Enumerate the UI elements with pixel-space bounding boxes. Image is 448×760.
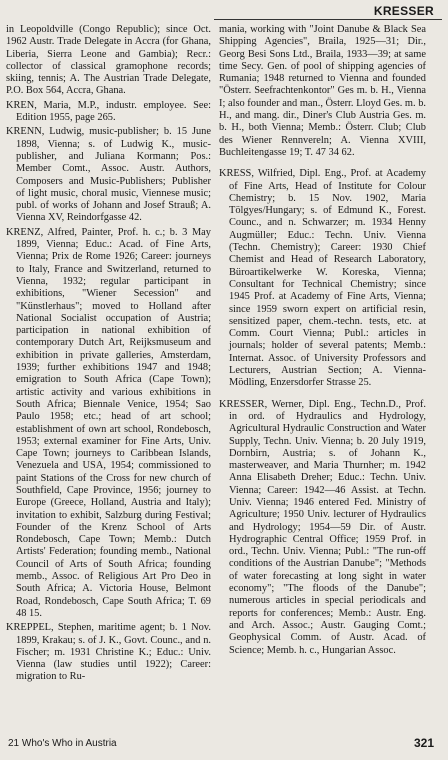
- entry-krenn-ludwig: KRENN, Ludwig, music-publisher; b. 15 June 1898, Vienna; s. of Ludwig K., music-publisher, and Juliana Kormann; Pos.: Member Comt., Assoc. Austr. Authors, Composers and Music-Publishers; Publisher of light music, choral music, Viennese music; publ. of works of Johann and Josef Strauß; A. Vienna XV, Reindorfgasse 42.: [6, 126, 211, 224]
- running-head-word: KRESSER: [373, 4, 434, 18]
- entry-kress-wilfried: KRESS, Wilfried, Dipl. Eng., Prof. at Academy of Fine Arts, Head of Institute for Colour Chemistry; b. 15 Nov. 1902, Maria Tölgyes/Hungary; s. of Edmund K., Forest. Counc., and n. Schwarzer; m. 1934 Henny Augmüller; Educ.: Techn. Univ. Vienna (Techn. Chemistry); Career: 1930 Chief Chemist and Head of Research Laboratory, Büroartikelwerke W. Koreska, Vienna; Consultant for Technical Chemistry; since 1945 Prof. at Academy of Fine Arts, Vienna; since 1959 sworn expert on artificial resin, sensitized paper, chem.-techn. tests, etc. at Comm. Court Vienna; Publ.: articles in journals; holder of several patents; Memb.: Internat. Assoc. of University Professors and Lecturers, Austrian Section; A. Vienna-Mödling, Enzersdorfer Strasse 25.: [219, 168, 426, 389]
- entry-continuation-trade-delegate: in Leopoldville (Congo Republic); since Oct. 1962 Austr. Trade Delegate in Accra (for Ghana, Liberia, Sierra Leone and Gambia); Recr.: collector of classical gramophone records; skiing, tennis; A. The Austrian Trade Delegate, P.O. Box 564, Accra, Ghana.: [6, 24, 211, 97]
- right-column: [219, 24, 426, 657]
- book-title: 21 Who's Who in Austria: [8, 738, 117, 749]
- entry-krenz-alfred: KRENZ, Alfred, Painter, Prof. h. c.; b. 3 May 1899, Vienna; Educ.: Acad. of Fine Arts, Vienna; Prix de Rome 1926; Career: journeys to Italy, France and Switzerland, returned to Vienna, 1932; regular participant in exhibitions, "Wiener Secession" and "Künstlerhaus"; moved to Holland after National Socialist occupation of Austria; participation in national exhibition of contemporary Dutch Art, Reijksmuseum and exhibition in private galleries, Amsterdam, 1939; further exhibitions 1947 and 1948; emigration to South Africa (Cape Town); artistic activity and various exhibitions in South Africa; Biennale Venice, 1954; Sao Paulo 1958; etc.; head of art school; establishment of own art school, Rondebosch, 1953; external examiner for Fine Arts, Univ. Cape Town; journeys to Caribbean Islands, Venezuela and USA, 1954; commissioned to paint Stations of the Cross for new church of Southfield, Cape Province, 1956; journey to Europe (Greece, Holland, Austria and Italy); invitation to exhibit, Salzburg during Festival; Founder of the Krenz School of Arts Rondebosch, Cape Town; Memb.: Dutch Artists' Federation; founding memb., National Council of Arts of South Africa; founding memb., Assoc. of Religious Art Pro Deo in South Africa; A. Victoria House, Belmont Road, Rondebosch, Cape South Africa; T. 69 48 15.: [6, 226, 211, 619]
- header-rule: [214, 19, 442, 20]
- page-number: 321: [413, 736, 434, 750]
- left-column: [6, 24, 211, 684]
- entry-kren-maria: KREN, Maria, M.P., industr. employee. See: Edition 1955, page 265.: [6, 99, 211, 124]
- page-footer: [6, 736, 434, 750]
- entry-kresser-werner: KRESSER, Werner, Dipl. Eng., Techn.D., Prof. in ord. of Hydraulics and Hydrology, Agricultural Hydraulic Construction and Water Supply, Techn. Univ. Vienna; b. 20 July 1919, Dornbirn, Austria; s. of Johann K., masterweaver, and Maria Thurnher; m. 1942 Anna Elisabeth Dreher; Educ.: Techn. Univ. Vienna; Career: 1942—46 Assist. at Techn. Univ. Vienna; 1946 entered Fed. Ministry of Agriculture; 1950 Univ. lecturer of Hydraulics and Hydrology; 1954—59 Dir. of Austr. Hydrographic Central Office; 1959 Prof. in ord., Techn. Univ. Vienna; Publ.: "The run-off conditions of the Austrian Danube"; "Methods of water forecasting at long sight in water economy"; "The floods of the Danube"; numerous articles in special periodicals and reports for conferences; Memb.: Austr. Eng. and Arch. Assoc.; Austr. Gauging Comt.; Geophysical Comm. of Austr. Acad. of Science; Memb. h. c., Hungarian Assoc.: [219, 398, 426, 656]
- entry-continuation-kreppel: mania, working with "Joint Danube & Black Sea Shipping Agencies", Braila, 1925—31; Dir., Georg Besi Sons Ltd., Braila, 1933—39; at same time Secy. Gen. of pool of shipping agencies of Rumania; 1948 returned to Vienna and founded "Österr. Seefrachtenkontor" Ges m. b. H., Vienna I; also founder and man., Österr. Lloyd Ges. m. b. H., and mang. dir., Diner's Club Austria Ges. m. b. H., both Vienna; Memb.: Österr. Club; Club des Wiener Rennvereln; A. Vienna XVIII, Buchleitengasse 19; T. 47 34 62.: [219, 24, 426, 158]
- entry-kreppel-stephen: KREPPEL, Stephen, maritime agent; b. 1 Nov. 1899, Krakau; s. of J. K., Govt. Counc., and n. Fischer; m. 1931 Christine K.; Educ.: Univ. Vienna (law studies until 1922); Career: migration to Ru-: [6, 622, 211, 683]
